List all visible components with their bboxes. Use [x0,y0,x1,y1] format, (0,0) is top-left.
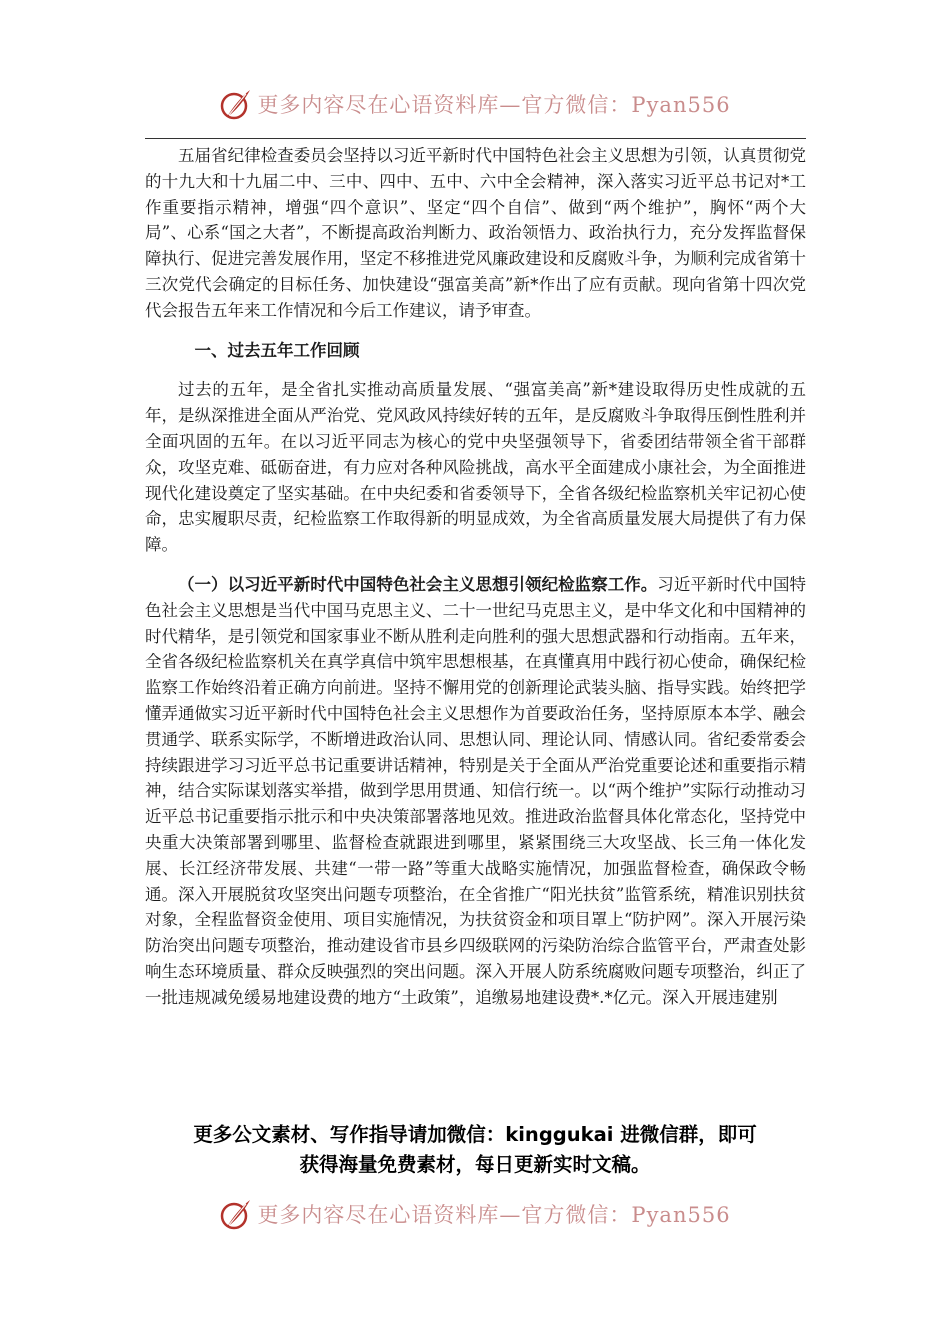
intro-paragraph: 五届省纪律检查委员会坚持以习近平新时代中国特色社会主义思想为引领，认真贯彻党的十九大和十九届二中、三中、四中、五中、六中全会精神，深入落实习近平总书记对*工作重要指示精神，增强“四个意识”、坚定“四个自信”、做到“两个维护”，胸怀“两个大局”、心系“国之大者”，不断提高政治判断力、政治领悟力、政治执行力，充分发挥监督保障执行、促进完善发展作用，坚定不移推进党风廉政建设和反腐败斗争，为顺利完成省第十三次党代会确定的目标任务、加快建设“强富美高”新*作出了应有贡献。现向省第十四次党代会报告五年来工作情况和今后工作建议，请予审查。 [145,146,806,320]
document-body [145,143,806,1011]
paragraph-spacer [145,558,806,572]
footer-banner [0,1192,950,1236]
header-divider [145,138,806,139]
header-banner [0,82,950,126]
promo-line-2: 获得海量免费素材，每日更新实时文稿。 [299,1153,651,1176]
subsection-text: 习近平新时代中国特色社会主义思想是当代中国马克思主义、二十一世纪马克思主义，是中华文化和中国精神的时代精华，是引领党和国家事业不断从胜利走向胜利的强大思想武器和行动指南。五年来，全省各级纪检监察机关在真学真信中筑牢思想根基，在真懂真用中践行初心使命，确保纪检监察工作始终沿着正确方向前进。坚持不懈用党的创新理论武装头脑、指导实践。始终把学懂弄通做实习近平新时代中国特色社会主义思想作为首要政治任务，坚持原原本本学、融会贯通学、联系实际学，不断增进政治认同、思想认同、理论认同、情感认同。省纪委常委会持续跟进学习习近平总书记重要讲话精神，特别是关于全面从严治党重要论述和重要指示精神，结合实际谋划落实举措，做到学思用贯通、知信行统一。以“两个维护”实际行动推动习近平总书记重要指示批示和中央决策部署落地见效。推进政治监督具体化常态化，坚持党中央重大决策部署到哪里、监督检查就跟进到哪里，紧紧围绕三大攻坚战、长三角一体化发展、长江经济带发展、共建“一带一路”等重大战略实施情况，加强监督检查，确保政令畅通。深入开展脱贫攻坚突出问题专项整治，在全省推广“阳光扶贫”监管系统，精准识别扶贫对象，全程监督资金使用、项目实施情况，为扶贫资金和项目罩上“防护网”。深入开展污染防治突出问题专项整治，推动建设省市县乡四级联网的污染防治综合监管平台，严肃查处影响生态环境质量、群众反映强烈的突出问题。深入开展人防系统腐败问题专项整治，纠正了一批违规减免缓易地建设费的地方“土政策”，追缴易地建设费*.*亿元。深入开展违建别 [145,574,807,1007]
header-banner-inner [219,87,730,121]
section-heading: 一、过去五年工作回顾 [194,340,360,360]
subsection-lead: （一）以习近平新时代中国特色社会主义思想引领纪检监察工作。 [178,574,658,594]
promo-block [95,1120,855,1180]
feather-pen-logo-icon [219,87,253,121]
subsection-paragraph [145,572,806,1011]
review-paragraph: 过去的五年，是全省扎实推动高质量发展、“强富美高”新*建设取得历史性成就的五年，是纵深推进全面从严治党、党风政风持续好转的五年，是反腐败斗争取得压倒性胜利并全面巩固的五年。在以习近平同志为核心的党中央坚强领导下，省委团结带领全省干部群众，攻坚克难、砥砺奋进，有力应对各种风险挑战，高水平全面建成小康社会，为全面推进现代化建设奠定了坚实基础。在中央纪委和省委领导下，全省各级纪检监察机关牢记初心使命，忠实履职尽责，纪检监察工作取得新的明显成效，为全省高质量发展大局提供了有力保障。 [145,380,806,555]
header-banner-text: 更多内容尽在心语资料库—官方微信：Pyan556 [257,93,731,117]
footer-banner-text: 更多内容尽在心语资料库—官方微信：Pyan556 [257,1203,731,1227]
promo-line-1: 更多公文素材、写作指导请加微信：kinggukai 进微信群，即可 [193,1123,757,1146]
feather-pen-logo-icon [219,1197,253,1231]
footer-banner-inner [219,1197,730,1231]
